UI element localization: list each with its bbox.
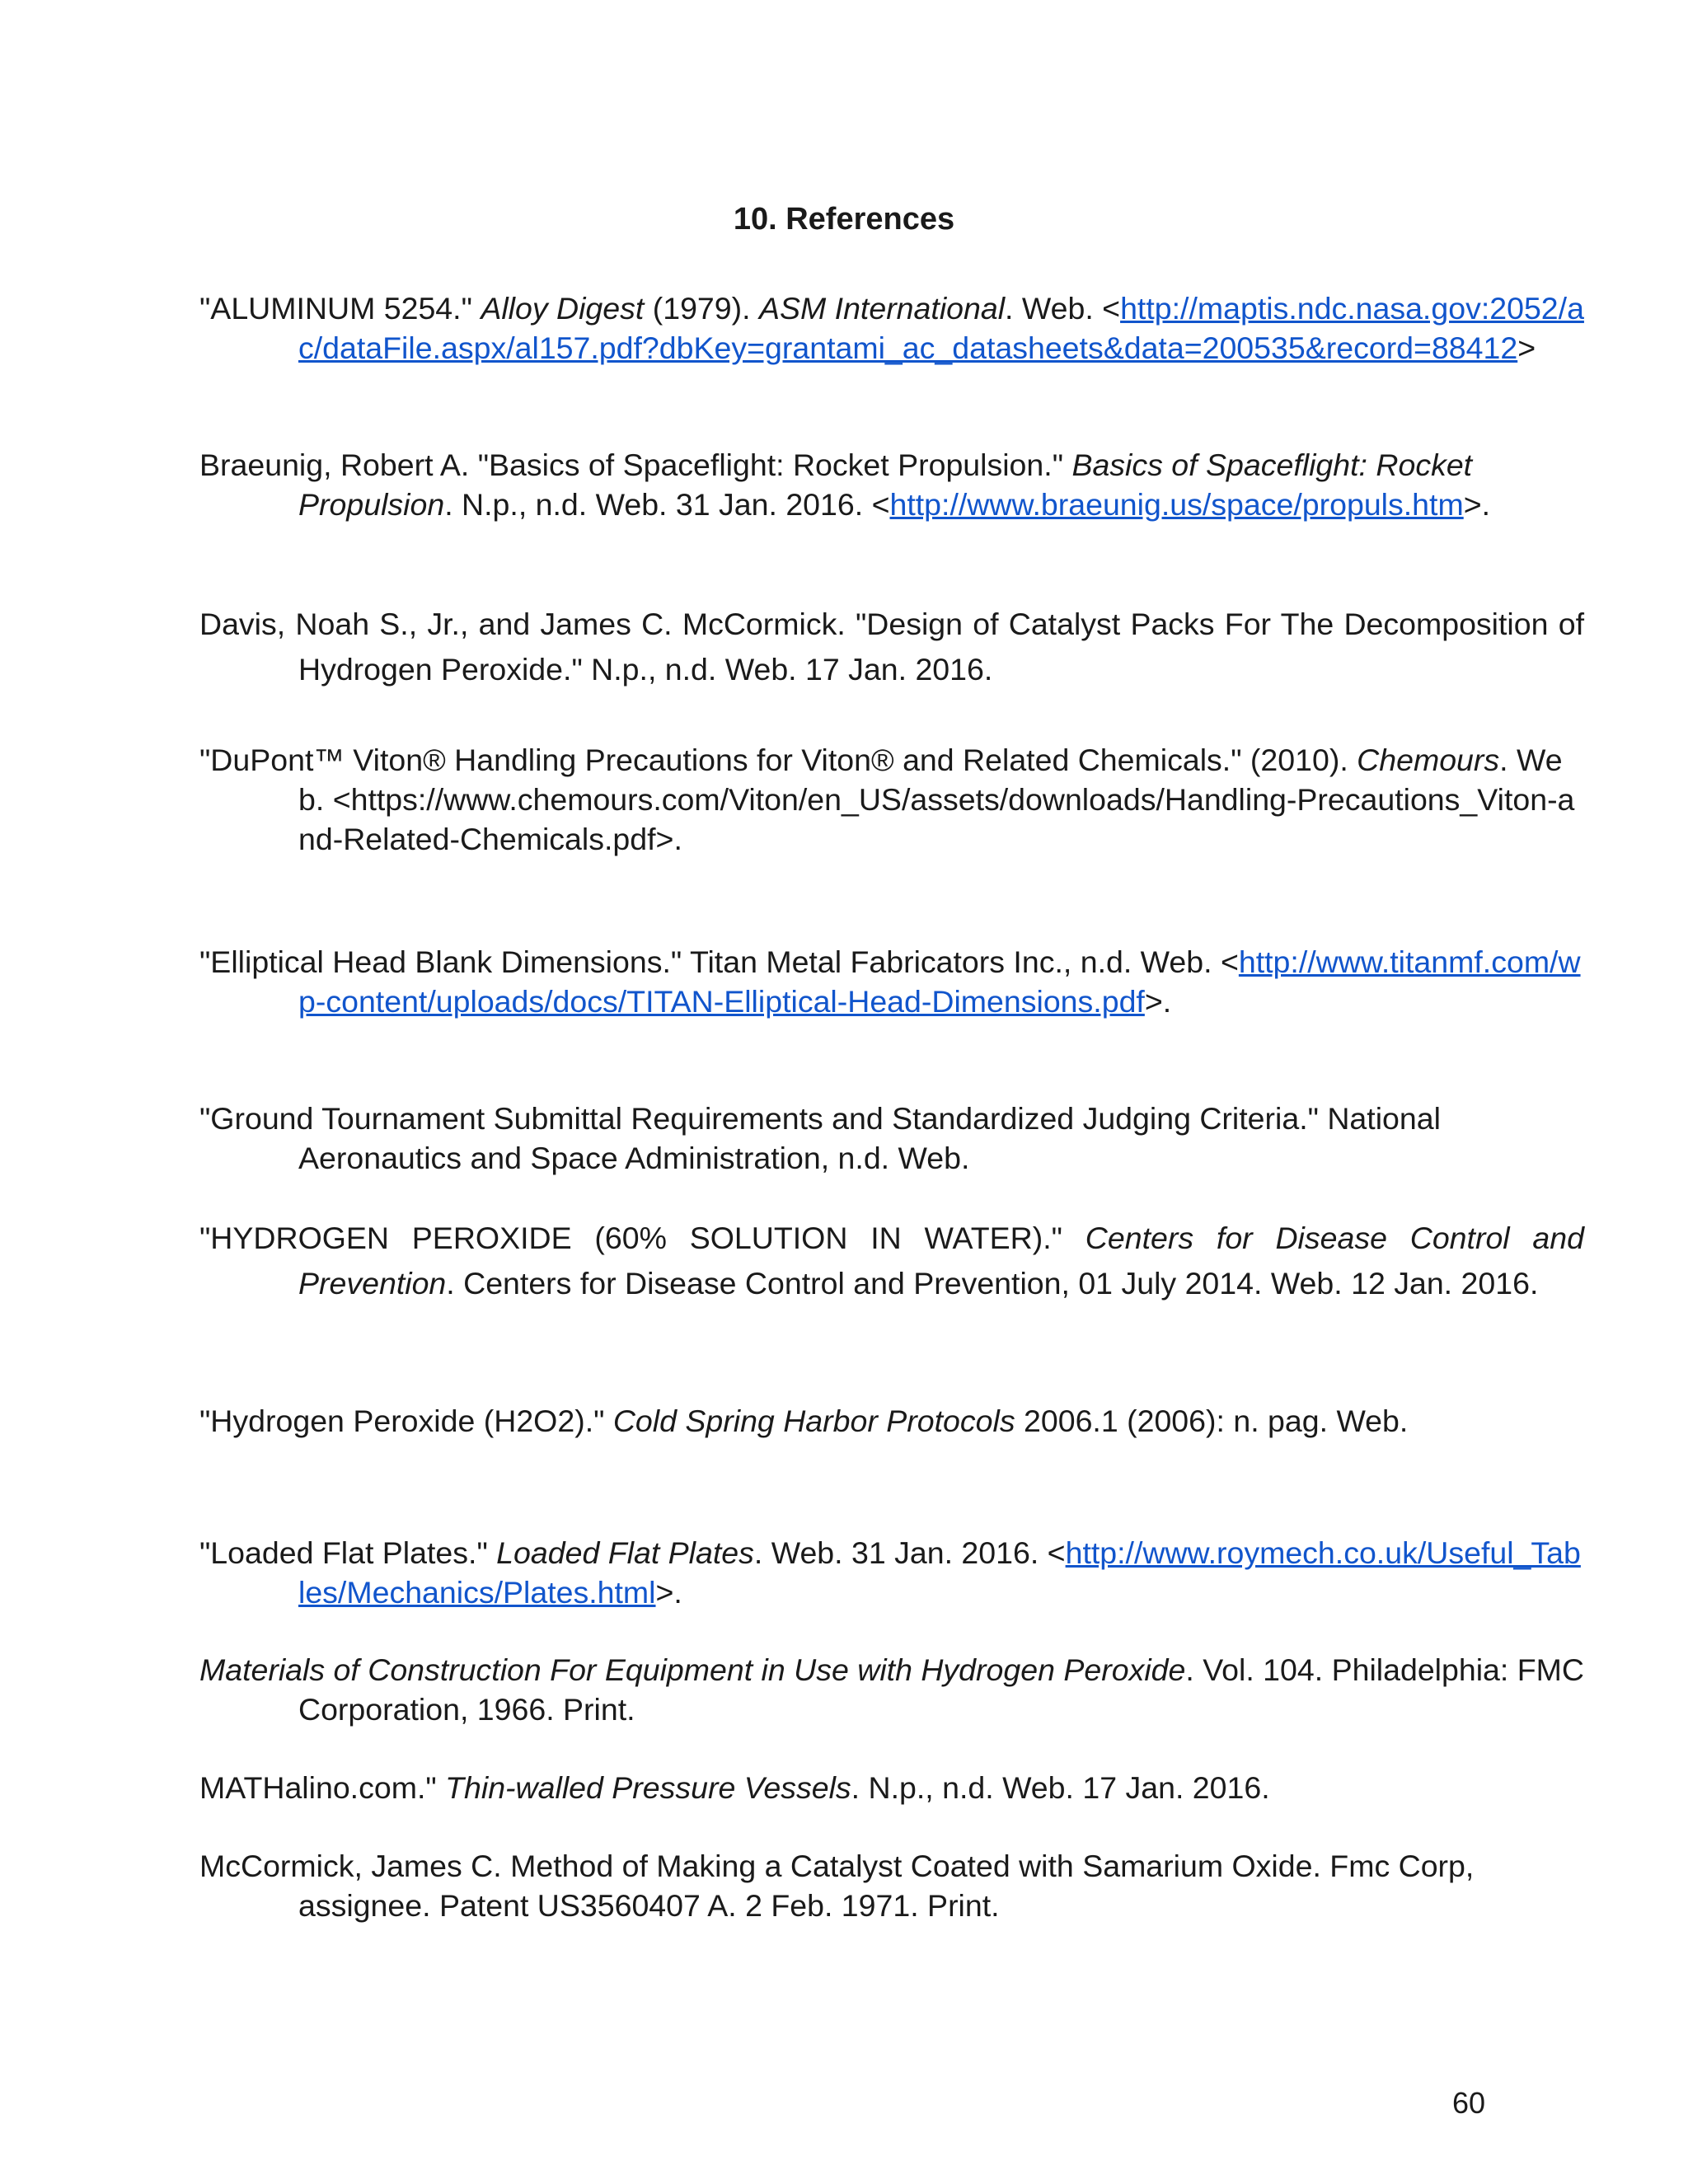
reference-mathalino: MATHalino.com." Thin-walled Pressure Vessels. N.p., n.d. Web. 17 Jan. 2016.: [199, 1770, 1270, 1805]
page-number: 60: [1451, 2086, 1485, 2120]
reference-ground-tournament: "Ground Tournament Submittal Requirements and Standardized Judging Criteria." National Aeronautics and Space Administration, n.d. Web.: [199, 1101, 1441, 1175]
section-heading: 10. References: [733, 202, 955, 237]
reference-dupont-viton: "DuPont™ Viton® Handling Precautions for Viton® and Related Chemicals." (2010). Chemours. Web. <https://www.chemours.com/Viton/en_US/assets/downloads/Handling-Precautions_Viton-and-Related-Chemicals.pdf>.: [199, 743, 1575, 856]
reference-link[interactable]: http://maptis.ndc.nasa.gov:2052/ac/dataFile.aspx/al157.pdf?dbKey=grantami_ac_datasheets&data=200535&record=88412: [298, 291, 1584, 365]
reference-loaded-flat-plates: "Loaded Flat Plates." Loaded Flat Plates. Web. 31 Jan. 2016. <http://www.roymech.co.uk/Useful_Tables/Mechanics/Plates.html>.: [199, 1535, 1581, 1610]
reference-hydrogen-peroxide-cshp: "Hydrogen Peroxide (H2O2)." Cold Spring Harbor Protocols 2006.1 (2006): n. pag. Web.: [199, 1404, 1409, 1438]
reference-braeunig: Braeunig, Robert A. "Basics of Spaceflight: Rocket Propulsion." Basics of Spaceflight: Rocket Propulsion. N.p., n.d. Web. 31 Jan. 2016. <http://www.braeunig.us/space/propuls.htm>.: [199, 448, 1491, 522]
reference-link[interactable]: http://www.braeunig.us/space/propuls.htm: [889, 487, 1464, 522]
reference-elliptical-head: "Elliptical Head Blank Dimensions." Titan Metal Fabricators Inc., n.d. Web. <http://www.titanmf.com/wp-content/uploads/docs/TITAN-Elliptical-Head-Dimensions.pdf>.: [199, 944, 1581, 1019]
reference-mccormick-patent: McCormick, James C. Method of Making a Catalyst Coated with Samarium Oxide. Fmc Corp, assignee. Patent US3560407 A. 2 Feb. 1971. Print.: [199, 1849, 1475, 1923]
reference-link[interactable]: http://www.roymech.co.uk/Useful_Tables/Mechanics/Plates.html: [298, 1535, 1581, 1610]
reference-davis-mccormick: Davis, Noah S., Jr., and James C. McCormick. "Design of Catalyst Packs For The Decomposition of Hydrogen Peroxide." N.p., n.d. Web. 17 Jan. 2016.: [199, 607, 1584, 687]
reference-aluminum-5254: "ALUMINUM 5254." Alloy Digest (1979). ASM International. Web. <http://maptis.ndc.nasa.gov:2052/ac/dataFile.aspx/al157.pdf?dbKey=grantami_ac_datasheets&data=200535&record=88412>: [199, 291, 1584, 365]
reference-hydrogen-peroxide-cdc: "HYDROGEN PEROXIDE (60% SOLUTION IN WATER)." Centers for Disease Control and Prevention. Centers for Disease Control and Prevention, 01 July 2014. Web. 12 Jan. 2016.: [199, 1221, 1584, 1301]
reference-link[interactable]: http://www.titanmf.com/wp-content/uploads/docs/TITAN-Elliptical-Head-Dimensions.pdf: [298, 944, 1581, 1019]
reference-materials-of-construction: Materials of Construction For Equipment in Use with Hydrogen Peroxide. Vol. 104. Philadelphia: FMC Corporation, 1966. Print.: [199, 1652, 1584, 1727]
